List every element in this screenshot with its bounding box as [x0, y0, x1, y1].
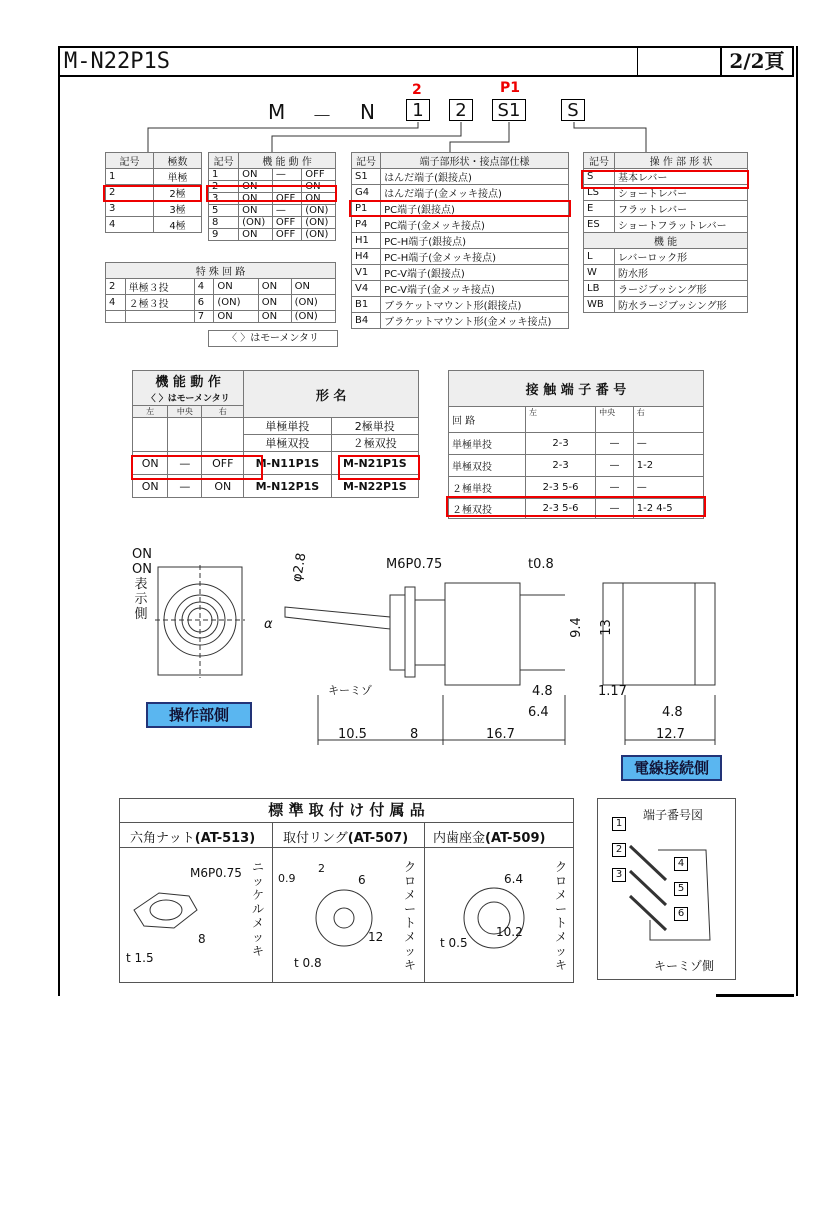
- th: 形 名: [244, 371, 419, 418]
- wire-side-badge: 電線接続側: [621, 755, 722, 781]
- highlight-model-name: [338, 455, 420, 480]
- cell: B4: [352, 313, 381, 329]
- cell: 単極単投: [244, 418, 331, 435]
- cell: (ON): [291, 295, 335, 311]
- acc2-c: 6: [358, 873, 366, 887]
- cell: (ON): [302, 229, 336, 241]
- cell: 単極双投: [449, 455, 526, 477]
- cell: ２極３投: [125, 295, 194, 311]
- cell: B1: [352, 297, 381, 313]
- cell: PC-H端子(金メッキ接点): [381, 249, 569, 265]
- cell: (ON): [291, 311, 335, 323]
- cell: 防水形: [615, 265, 748, 281]
- acc-name: 内歯座金: [433, 831, 486, 846]
- cell: —: [596, 433, 634, 455]
- cell: (ON): [302, 205, 336, 217]
- cell: OFF: [272, 193, 301, 205]
- cell: —: [596, 455, 634, 477]
- cell: 2極単投: [331, 418, 418, 435]
- cell: 左: [525, 407, 595, 433]
- acc3-t: t 0.5: [440, 936, 468, 950]
- cell: OFF: [202, 452, 244, 475]
- cell: PC端子(銀接点): [381, 201, 569, 217]
- dim-127: 12.7: [656, 727, 685, 742]
- cell: 2-3 5-6: [525, 499, 595, 519]
- cell: —: [596, 477, 634, 499]
- highlight-terminal: [349, 200, 571, 217]
- acc-name-3: [433, 827, 545, 846]
- dim-64: 6.4: [528, 705, 549, 720]
- dim-48b: 4.8: [662, 705, 683, 720]
- dim-48: 4.8: [532, 684, 553, 699]
- cell: ２極双投: [331, 435, 418, 452]
- display-side-label: ON ON 表示側: [132, 547, 152, 622]
- code-m: M: [268, 100, 286, 124]
- cell: 2極: [154, 185, 202, 201]
- acc2-a: 0.9: [278, 872, 296, 885]
- th: 左: [133, 406, 168, 418]
- cell: 4: [106, 217, 154, 233]
- cell: M-N21P1S: [331, 452, 418, 475]
- cell: PC-V端子(銀接点): [381, 265, 569, 281]
- cell: はんだ端子(銀接点): [381, 169, 569, 185]
- cell: 7: [194, 311, 214, 323]
- special-table: [105, 262, 336, 323]
- th: 記号: [584, 153, 615, 169]
- dim-thread: M6P0.75: [386, 557, 443, 572]
- cell: ON: [214, 279, 258, 295]
- cell: (ON): [214, 295, 258, 311]
- cell: OFF: [272, 217, 301, 229]
- code-lever: S: [561, 99, 585, 121]
- term-3: 3: [612, 868, 626, 882]
- cell: —: [633, 433, 703, 455]
- highlight-lever: [581, 170, 749, 189]
- th: 右: [202, 406, 244, 418]
- cell: 2: [209, 181, 239, 193]
- cell: —: [272, 169, 301, 181]
- th: 記号: [352, 153, 381, 169]
- cell: —: [272, 181, 301, 193]
- cell: E: [584, 201, 615, 217]
- code-n: N: [360, 100, 375, 124]
- cell: ON: [258, 295, 291, 311]
- cell: 単極３投: [125, 279, 194, 295]
- highlight-function: [206, 185, 337, 202]
- acc-name-2: [283, 827, 408, 846]
- cell: —: [596, 499, 634, 519]
- dim-167: 16.7: [486, 727, 515, 742]
- cell: 1-2 4-5: [633, 499, 703, 519]
- page-number: 2/2頁: [720, 48, 792, 75]
- cell: 4極: [154, 217, 202, 233]
- highlight-model-action: [131, 455, 263, 480]
- cell: L: [584, 249, 615, 265]
- cell: ショートフラットレバー: [615, 217, 748, 233]
- dim-t08: t0.8: [528, 557, 554, 572]
- acc2-d: 12: [368, 930, 384, 944]
- cell: M-N22P1S: [331, 475, 418, 498]
- code-leader-lines: [100, 120, 760, 156]
- cell: —: [168, 475, 202, 498]
- acc3-plating: クロメートメッキ: [555, 860, 568, 972]
- cell: ブラケットマウント形(銀接点): [381, 297, 569, 313]
- term-1: 1: [612, 817, 626, 831]
- model-h1: 機 能 動 作: [155, 375, 221, 390]
- th: 記号: [106, 153, 154, 169]
- cell: ON: [239, 181, 273, 193]
- cell: ON: [258, 279, 291, 295]
- cell: フラットレバー: [615, 201, 748, 217]
- cell: ラージブッシング形: [615, 281, 748, 297]
- cell: 単極単投: [449, 433, 526, 455]
- th: 接 触 端 子 番 号: [449, 371, 704, 407]
- cell: 3極: [154, 201, 202, 217]
- cell: ON: [258, 311, 291, 323]
- header-blank: [637, 48, 720, 75]
- term-6: 6: [674, 907, 688, 921]
- cell: PC-H端子(銀接点): [381, 233, 569, 249]
- cell: 4: [194, 279, 214, 295]
- cell: 3: [209, 193, 239, 205]
- keymizo-label: キーミゾ: [328, 684, 372, 697]
- acc-name-1: [130, 827, 255, 846]
- cell: 中央: [596, 407, 634, 433]
- dim-117: 1.17: [598, 684, 627, 699]
- cell: 4: [106, 295, 126, 311]
- cell: 1: [209, 169, 239, 181]
- th: 特 殊 回 路: [106, 263, 336, 279]
- th: 記号: [209, 153, 239, 169]
- cell: 2-3: [525, 455, 595, 477]
- cell: ON: [214, 311, 258, 323]
- th: 極数: [154, 153, 202, 169]
- model-h1sub: 〈 〉はモーメンタリ: [146, 394, 230, 404]
- cell: ON: [133, 475, 168, 498]
- doc-title: M-N22P1S: [64, 49, 170, 74]
- cell: W: [584, 265, 615, 281]
- cell: V1: [352, 265, 381, 281]
- terminal-figure-drawing: [628, 840, 718, 945]
- cell: S1: [352, 169, 381, 185]
- dim-105: 10.5: [338, 727, 367, 742]
- cell: G4: [352, 185, 381, 201]
- cell: ON: [239, 193, 273, 205]
- dim-h94: 9.4: [568, 617, 584, 638]
- code-terminal: S1: [492, 99, 526, 121]
- cell: OFF: [302, 169, 336, 181]
- cell: H4: [352, 249, 381, 265]
- cell: 3: [106, 201, 154, 217]
- dim-alpha: α: [264, 617, 273, 632]
- cell: ON: [202, 475, 244, 498]
- cell: ON: [239, 205, 273, 217]
- acc2-plating: クロメートメッキ: [404, 860, 417, 972]
- cell: はんだ端子(金メッキ接点): [381, 185, 569, 201]
- cell: 2-3: [525, 433, 595, 455]
- cell: M-N11P1S: [244, 452, 331, 475]
- cell: —: [168, 452, 202, 475]
- th: 操 作 部 形 状: [615, 153, 748, 169]
- cell: —: [272, 205, 301, 217]
- cell: H1: [352, 233, 381, 249]
- acc1-d: 8: [198, 932, 206, 946]
- cell: P1: [352, 201, 381, 217]
- cell: 回 路: [449, 407, 526, 433]
- acc1-plating: ニッケルメッキ: [252, 860, 265, 958]
- acc-code: (AT-513): [194, 831, 256, 846]
- cell: (ON): [239, 217, 273, 229]
- th: 機 能: [584, 233, 748, 249]
- red-mark-poles: 2: [412, 82, 422, 98]
- cell: 基本レバー: [615, 169, 748, 185]
- highlight-contact: [446, 496, 706, 517]
- term-5: 5: [674, 882, 688, 896]
- cell: ２極双投: [449, 499, 526, 519]
- red-mark-terminal: P1: [500, 80, 521, 96]
- cell: —: [633, 477, 703, 499]
- highlight-poles: [103, 185, 202, 202]
- cell: 右: [633, 407, 703, 433]
- cell: PC端子(金メッキ接点): [381, 217, 569, 233]
- cell: 1-2: [633, 455, 703, 477]
- termfig-note: キーミゾ側: [654, 959, 715, 973]
- termfig-title: 端子番号図: [643, 808, 704, 822]
- th: 機 能 動 作: [239, 153, 336, 169]
- cell: ON: [302, 181, 336, 193]
- cell: M-N12P1S: [244, 475, 331, 498]
- dim-dia: φ2.8: [289, 551, 310, 584]
- cell: ON: [239, 169, 273, 181]
- cell: LB: [584, 281, 615, 297]
- acc3-b: 10.2: [496, 925, 523, 939]
- cell: 2-3 5-6: [525, 477, 595, 499]
- code-dash: －: [312, 104, 332, 128]
- acc1-thread: M6P0.75: [190, 866, 242, 880]
- cell: 5: [209, 205, 239, 217]
- cell: 単極双投: [244, 435, 331, 452]
- op-side-badge: 操作部側: [146, 702, 252, 728]
- cell: ブラケットマウント形(金メッキ接点): [381, 313, 569, 329]
- cell: ２極単投: [449, 477, 526, 499]
- cell: PC-V端子(金メッキ接点): [381, 281, 569, 297]
- acc2-b: 2: [318, 862, 325, 875]
- terminal-table: [351, 152, 569, 329]
- cell: V4: [352, 281, 381, 297]
- term-2: 2: [612, 843, 626, 857]
- cell: 単極: [154, 169, 202, 185]
- code-digit1: 1: [406, 99, 430, 121]
- cell: 2: [106, 279, 126, 295]
- cell: OFF: [272, 229, 301, 241]
- cell: 8: [209, 217, 239, 229]
- cell: ES: [584, 217, 615, 233]
- acc1-t: t 1.5: [126, 951, 154, 965]
- cell: (ON): [302, 217, 336, 229]
- dim-8: 8: [410, 727, 419, 742]
- momentary-note: 〈 〉はモーメンタリ: [208, 330, 338, 347]
- cell: 防水ラージブッシング形: [615, 297, 748, 313]
- dim-h13: 13: [598, 619, 614, 636]
- cell: レバーロック形: [615, 249, 748, 265]
- cell: WB: [584, 297, 615, 313]
- cell: ON: [239, 229, 273, 241]
- acc-code: (AT-507): [347, 831, 409, 846]
- accessory-title: 標 準 取 付 け 付 属 品: [119, 798, 574, 823]
- acc3-a: 6.4: [504, 872, 524, 886]
- acc-name: 取付リング: [283, 831, 348, 846]
- acc2-t: t 0.8: [294, 956, 322, 970]
- cell: 2: [106, 185, 154, 201]
- cell: ON: [291, 279, 335, 295]
- cell: LS: [584, 185, 615, 201]
- code-digit2: 2: [449, 99, 473, 121]
- accessory-drawings: [119, 848, 574, 983]
- cell: 9: [209, 229, 239, 241]
- acc-code: (AT-509): [485, 831, 546, 846]
- cell: ON: [133, 452, 168, 475]
- th: 端子部形状・接点部仕様: [381, 153, 569, 169]
- header-bar: [58, 46, 794, 77]
- cell: 1: [106, 169, 154, 185]
- acc-name: 六角ナット: [130, 831, 195, 846]
- bottom-rule: [716, 994, 794, 997]
- cell: ショートレバー: [615, 185, 748, 201]
- cell: ON: [302, 193, 336, 205]
- cell: 6: [194, 295, 214, 311]
- term-4: 4: [674, 857, 688, 871]
- cell: S: [584, 169, 615, 185]
- cell: P4: [352, 217, 381, 233]
- th: 中央: [168, 406, 202, 418]
- dimension-drawing: [125, 545, 725, 765]
